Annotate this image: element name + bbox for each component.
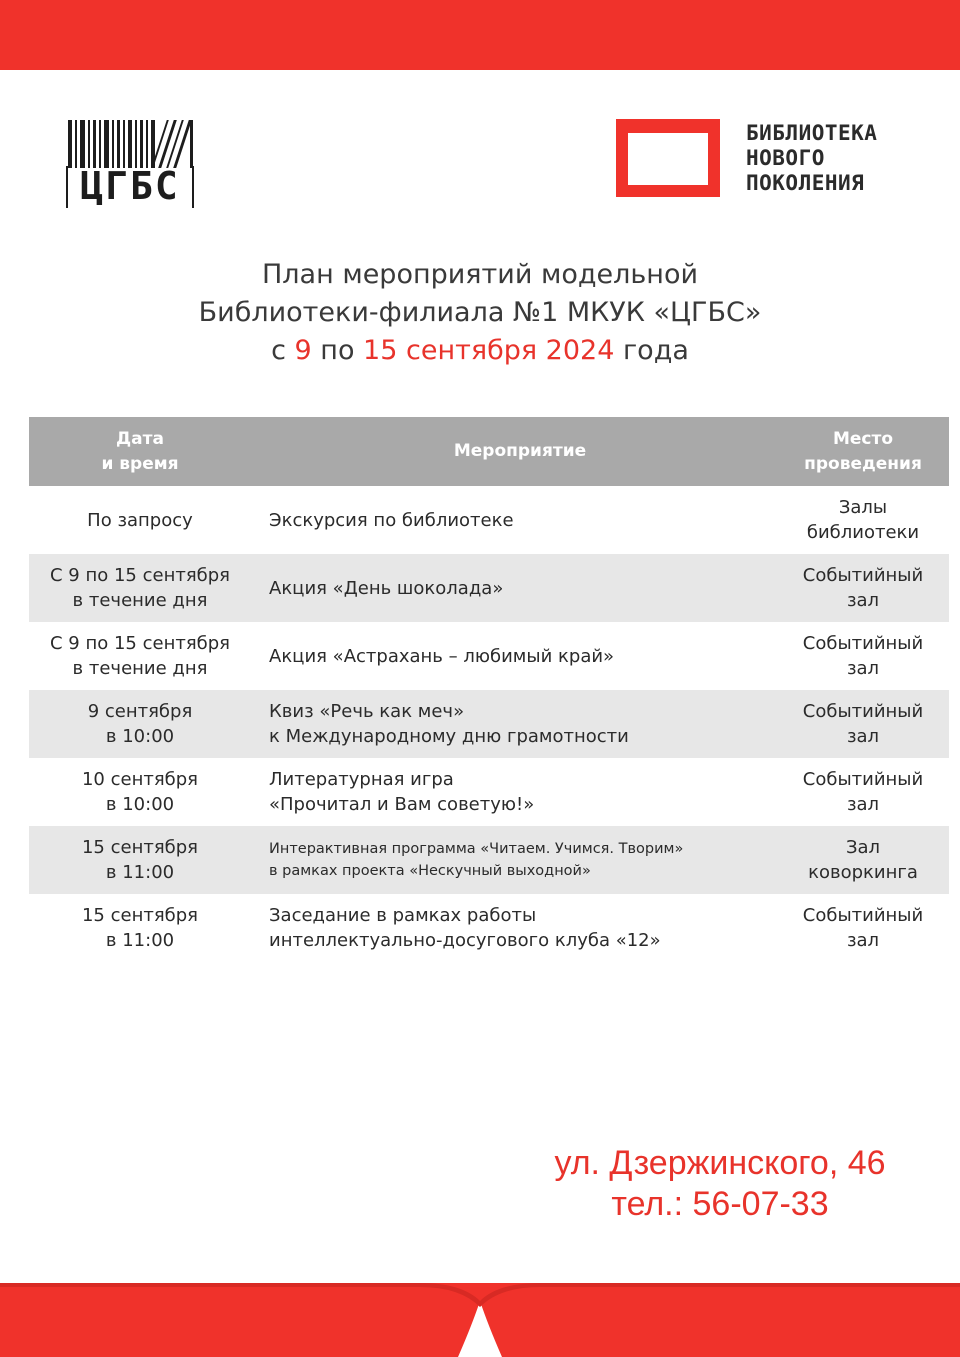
new-generation-library-logo bbox=[616, 119, 906, 201]
table-row: С 9 по 15 сентября в течение дня Акция «День шоколада» Событийный зал bbox=[29, 554, 949, 622]
header-place: Место проведения bbox=[777, 417, 949, 486]
header-event: Мероприятие bbox=[251, 417, 777, 486]
top-red-band bbox=[0, 0, 960, 70]
table-row: По запросу Экскурсия по библиотеке Залы библиотеки bbox=[87, 497, 920, 543]
header-date: Дата и время bbox=[29, 417, 251, 486]
table-row: С 9 по 15 сентября в течение дня Акция «Астрахань – любимый край» Событийный зал bbox=[50, 633, 924, 679]
page-title: План мероприятий модельной Библиотеки-филиала №1 МКУК «ЦГБС» с 9 по 15 сентября 2024 года bbox=[198, 259, 762, 366]
table-row: 9 сентября в 10:00 Квиз «Речь как меч» к Международному дню грамотности Событийный зал bbox=[29, 690, 949, 758]
phone: тел.: 56-07-33 bbox=[611, 1185, 829, 1223]
cgbs-logo-text: ЦГБС bbox=[80, 164, 180, 208]
table-row: 15 сентября в 11:00 Интерактивная программа «Читаем. Учимся. Творим» в рамках проекта «Нескучный выходной» Зал коворкинга bbox=[29, 826, 949, 894]
events-table bbox=[29, 417, 949, 962]
barcode-icon bbox=[66, 120, 196, 168]
open-book-icon bbox=[616, 119, 724, 199]
cgbs-logo bbox=[66, 120, 198, 208]
table-header bbox=[29, 417, 949, 486]
contact-info bbox=[480, 1143, 960, 1225]
table-row: 10 сентября в 10:00 Литературная игра «Прочитал и Вам советую!» Событийный зал bbox=[81, 769, 924, 815]
table-row: 15 сентября в 11:00 Заседание в рамках работы интеллектуально-досугового клуба «12» Событийный зал bbox=[81, 905, 924, 951]
library-name: БИБЛИОТЕКА НОВОГО ПОКОЛЕНИЯ bbox=[746, 121, 878, 195]
bottom-book-band bbox=[0, 1283, 960, 1357]
address: ул. Дзержинского, 46 bbox=[554, 1144, 886, 1182]
